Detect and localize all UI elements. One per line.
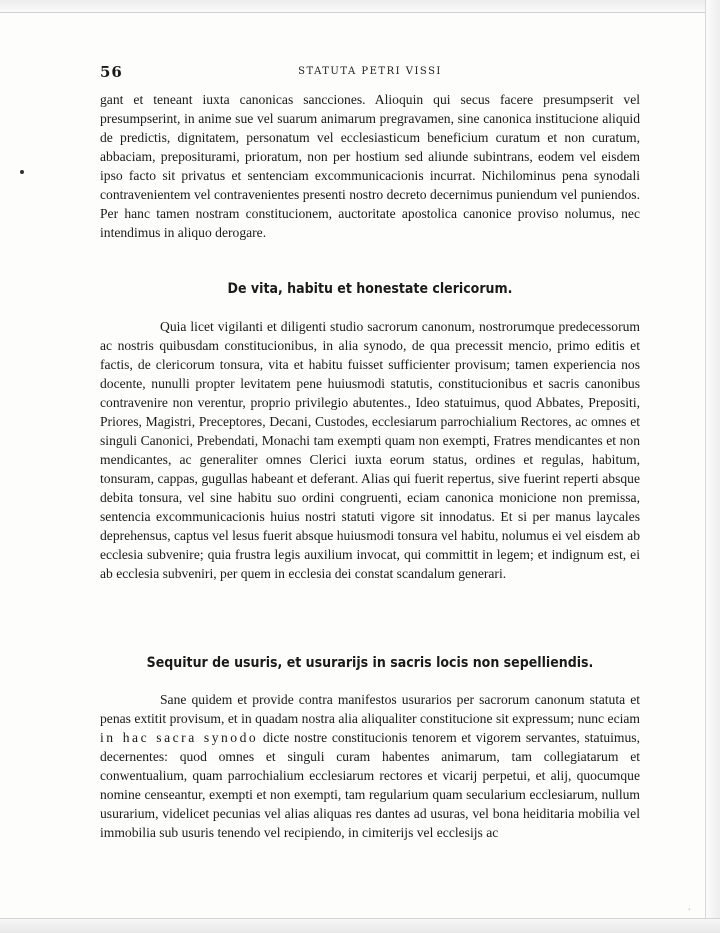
usuris-paragraph-spaced: in hac sacra synodo	[100, 730, 259, 745]
page-number: 56	[100, 63, 123, 81]
intro-text-block	[100, 90, 640, 242]
page-header	[100, 63, 640, 81]
intro-paragraph: gant et teneant iuxta canonicas sancciones. Alioquin qui secus facere presumpserit vel presumpserint, in anime sue vel suarum animarum pregravamen, sine canonica institucione aliquid de predictis, dignitatem, personatum vel ecclesiasticum beneficium curatum et non curatum, abbaciam, prepositurami, prioratum, non per hostium sed aliunde subintrans, eodem vel eisdem ipso facto sit privatus et sentenciam excommunicacionis incurrat. Nichilominus pena synodali contravenientem vel contravenientes presenti nostro decreto decernimus puniendum vel puniendos. Per hanc tamen nostram constitucionem, auctoritate apostolica canonice proviso nolumus, nec intendimus in aliquo derogare.	[100, 92, 640, 240]
usuris-paragraph-lead: Sane quidem et provide contra manifestos usurarios per sacrorum canonum statuta et penas extitit provisum, et in quadam nostra alia aliqualiter constitucione sit expressum; nunc eciam	[100, 692, 640, 726]
section-heading-usuris: Sequitur de usuris, et usurarijs in sacris locis non sepelliendis.	[146, 655, 594, 671]
footer-mark: ᐧ	[687, 905, 690, 914]
usuris-paragraph-rest: dicte nostre constitucionis tenorem et vigorem servantes, statuimus, decernentes: quod omnes et singuli curam habentes animarum, tam collegiatarum et conwentualium, quam parrochialium ecclesiarum rectores et vicarij perpetui, et alij, quocumque nomine censeantur, exempti et non exempti, tam regularium quam secularium ecclesiarum, nullum usurarium, videlicet pecunias vel alias aliquas res dantes ad usuras, vel bona heiditaria mobilia vel immobilia sub usuris tenendo vel recipiendo, in cimiterijs vel ecclesijs ac	[100, 730, 640, 840]
page-edge-bottom	[0, 918, 720, 933]
page-edge-top	[0, 0, 720, 13]
margin-dot	[20, 170, 24, 174]
section-heading-vita: De vita, habitu et honestate clericorum.	[227, 281, 513, 297]
vita-paragraph: Quia licet vigilanti et diligenti studio sacrorum canonum, nostrorumque predecessorum ac nostris quibusdam constitucionibus, in alia synodo, de qua precessit mencio, primo editis et factis, de clericorum tonsura, vita et habitu fuisset sufficienter provisum; tamen experiencia nos docente, nunulli propter levitatem pene huiusmodi statutis, constitucionibus et sacris canonibus contravenire non verentur, proprio privilegio abutentes., Ideo statuimus, quod Abbates, Prepositi, Priores, Magistri, Preceptores, Decani, Custodes, ecclesiarum parrochialium Rectores, ac omnes et singuli Canonici, Prebendati, Monachi tam exempti quam non exempti, Fratres mendicantes et non mendicantes, ac generaliter omnes Clerici iuxta eorum status, ordines et regulas, habitum, tonsuram, cappas, gugullas habeant et deferant. Alias qui fuerit repertus, sive fuerint reperti absque debita tonsura, vel sine habitu suo ordini congruenti, eciam canonica monicione non premissa, sentencia excommunicacionis huius nostri statuti vigore sit innodatus. Et si per manus laycales deprehensus, captus vel lesus fuerit absque huiusmodi tonsura vel habitu, nolumus ei vel eisdem ab ecclesia subvenire; quia frustra legis auxilium invocat, qui committit in legem; et indignum est, ei ab ecclesia subveniri, per quem in ecclesia dei constat scandalum generari.	[100, 319, 640, 581]
page-edge-right	[705, 0, 720, 932]
vita-text-block	[100, 317, 640, 583]
running-title: STATUTA PETRI VISSI	[298, 66, 442, 77]
usuris-paragraph	[100, 690, 640, 842]
usuris-text-block	[100, 690, 640, 842]
